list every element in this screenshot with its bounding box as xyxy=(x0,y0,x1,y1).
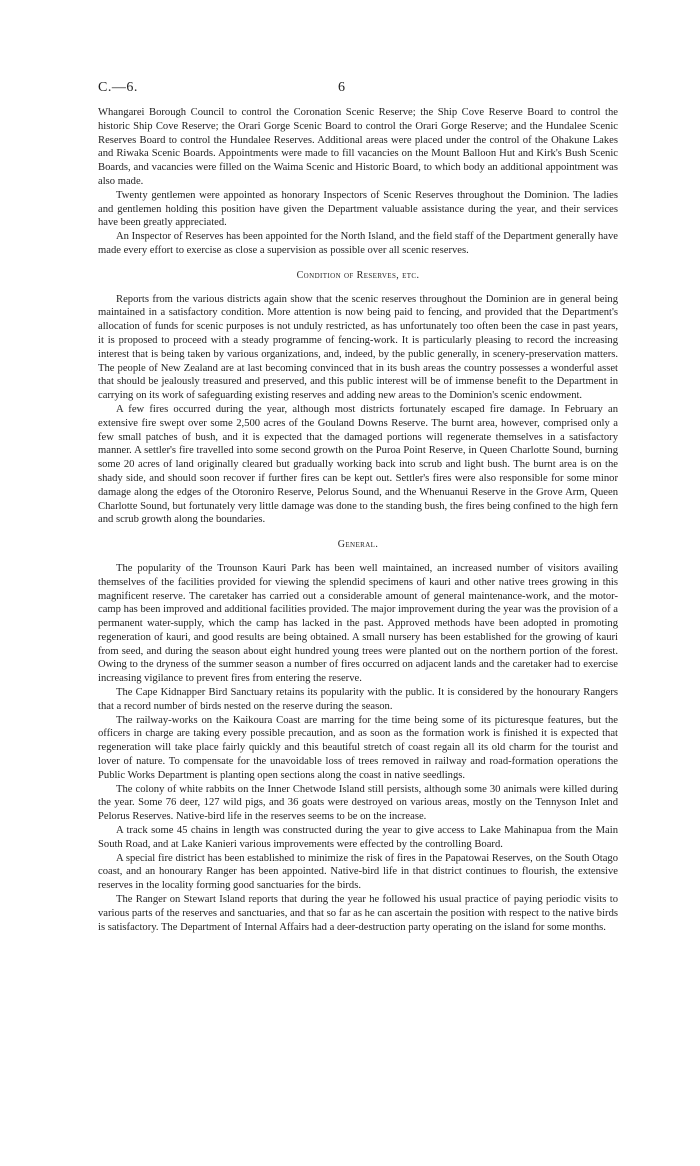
section-heading-condition: Condition of Reserves, etc. xyxy=(296,269,420,281)
paragraph: The popularity of the Trounson Kauri Park has been well maintained, an increased number of visitors availing themselves of the facilities provided for viewing the splendid specimens of kauri and other native trees growing in this magnificent reserve. The caretaker has carried out a considerable amount of general maintenance-work, and the motor-camp has been improved and additional facilities provided. The major improvement during the year was the provision of a permanent water-supply, which the camp has lacked in the past. Approved methods have been adopted in promoting regeneration of kauri, and good results are being obtained. A small nursery has been established for the growing of kauri from seed, and during the season about eight hundred young trees were planted out on the northern portion of the forest. Owing to the dryness of the summer season a number of fires occurred on adjacent lands and the caretaker had to exercise increasing vigilance to prevent fires from entering the reserve. xyxy=(98,562,618,685)
paragraph: An Inspector of Reserves has been appointed for the North Island, and the field staff of the Department generally have made every effort to exercise as close a supervision as possible over all scenic reserves. xyxy=(98,231,618,256)
section-heading-general: General. xyxy=(337,539,379,551)
paragraph: The Cape Kidnapper Bird Sanctuary retains its popularity with the public. It is considered by the honourary Rangers that a record number of birds nested on the reserve during the season. xyxy=(98,687,618,712)
document-reference: C.—6. xyxy=(98,80,138,95)
paragraph: Twenty gentlemen were appointed as honorary Inspectors of Scenic Reserves throughout the Dominion. The ladies and gentlemen holding this position have given the Department valuable assistance during the year, and their services have been greatly appreciated. xyxy=(98,189,618,229)
paragraph: The colony of white rabbits on the Inner Chetwode Island still persists, although some 30 animals were killed during the year. Some 76 deer, 127 wild pigs, and 36 goats were destroyed on various areas, mostly on the Tennyson Inlet and Pelorus Reserves. Native-bird life in the reserves seems to be on the increase. xyxy=(98,783,618,823)
paragraph: The railway-works on the Kaikoura Coast are marring for the time being some of its picturesque features, but the officers in charge are taking every possible precaution, and as soon as the formation work is finished it is expected that regeneration will take place fairly quickly and this beautiful stretch of coast regain all its old charm for the tourist and lover of nature. To compensate for the unavoidable loss of trees removed in railway and road-formation operations the Public Works Department is planting open sections along the coast in native seedlings. xyxy=(98,714,618,781)
page-header xyxy=(98,80,618,100)
paragraph: A track some 45 chains in length was constructed during the year to give access to Lake Mahinapua from the Main South Road, and at Lake Kanieri various improvements were effected by the controlling Board. xyxy=(98,825,618,850)
page-number: 6 xyxy=(338,80,345,95)
paragraph: Whangarei Borough Council to control the Coronation Scenic Reserve; the Ship Cove Reserve Board to control the historic Ship Cove Reserve; the Orari Gorge Scenic Board to control the Orari Gorge Reserve; and the Hundalee Scenic Reserves Board to control the Hundalee Reserves. Additional areas were placed under the control of the Ohakune Lakes and Riwaka Scenic Boards. Appointments were made to fill vacancies on the Mount Balloon Hut and Kirk's Bush Scenic Boards, and vacancies were filled on the Waima Scenic and Historic Board, to which body an additional appointment was also made. xyxy=(98,107,618,187)
document-body xyxy=(98,106,618,934)
paragraph: The Ranger on Stewart Island reports that during the year he followed his usual practice of paying periodic visits to various parts of the reserves and sanctuaries, and that so far as he can ascertain the position with respect to the native birds is satisfactory. The Department of Internal Affairs had a deer-destruction party operating on the island for some months. xyxy=(98,894,618,933)
paragraph: A special fire district has been established to minimize the risk of fires in the Papatowai Reserves, on the South Otago coast, and an honourary Ranger has been appointed. Native-bird life in that district continues to flourish, the extensive reserves in the locality forming good sanctuaries for the birds. xyxy=(98,852,618,892)
paragraph: Reports from the various districts again show that the scenic reserves throughout the Dominion are in general being maintained in a satisfactory condition. More attention is now being paid to fencing, and provided that the Department's allocation of funds for scenic purposes is not unduly restricted, as has unfortunately too often been the case in past years, it is proposed to proceed with a steady programme of fencing-work. It is particularly pleasing to record the increasing interest that is being taken by various organizations, and, indeed, by the public generally, in scenery-preservation matters. The people of New Zealand are at last becoming convinced that in its bush areas the country possesses a wonderful asset that should be jealously treasured and preserved, and this public interest will be of immense benefit to the Department in carrying on its work of safeguarding existing reserves and adding new areas to the Dominion's scenic endowment. xyxy=(98,293,618,402)
paragraph: A few fires occurred during the year, although most districts fortunately escaped fire damage. In February an extensive fire swept over some 2,500 acres of the Gouland Downs Reserve. The burnt area, however, comprised only a few small patches of bush, and it is expected that the damaged portions will regenerate themselves in a satisfactory manner. A settler's fire travelled into some second growth on the Puroa Point Reserve, in Queen Charlotte Sound, burning some 20 acres of land originally cleared but gradually working back into scrub and light bush. The burnt area is on the shady side, and should soon recover if further fires can be kept out. Settler's fires were also responsible for some minor damage along the edges of the Otoroniro Reserve, Pelorus Sound, and the Whenuanui Reserve in the Grove Arm, Queen Charlotte Sound, but fortunately very little damage was done to the standing bush, the fires being confined to the high fern and scrub growth along the boundaries. xyxy=(98,403,618,526)
